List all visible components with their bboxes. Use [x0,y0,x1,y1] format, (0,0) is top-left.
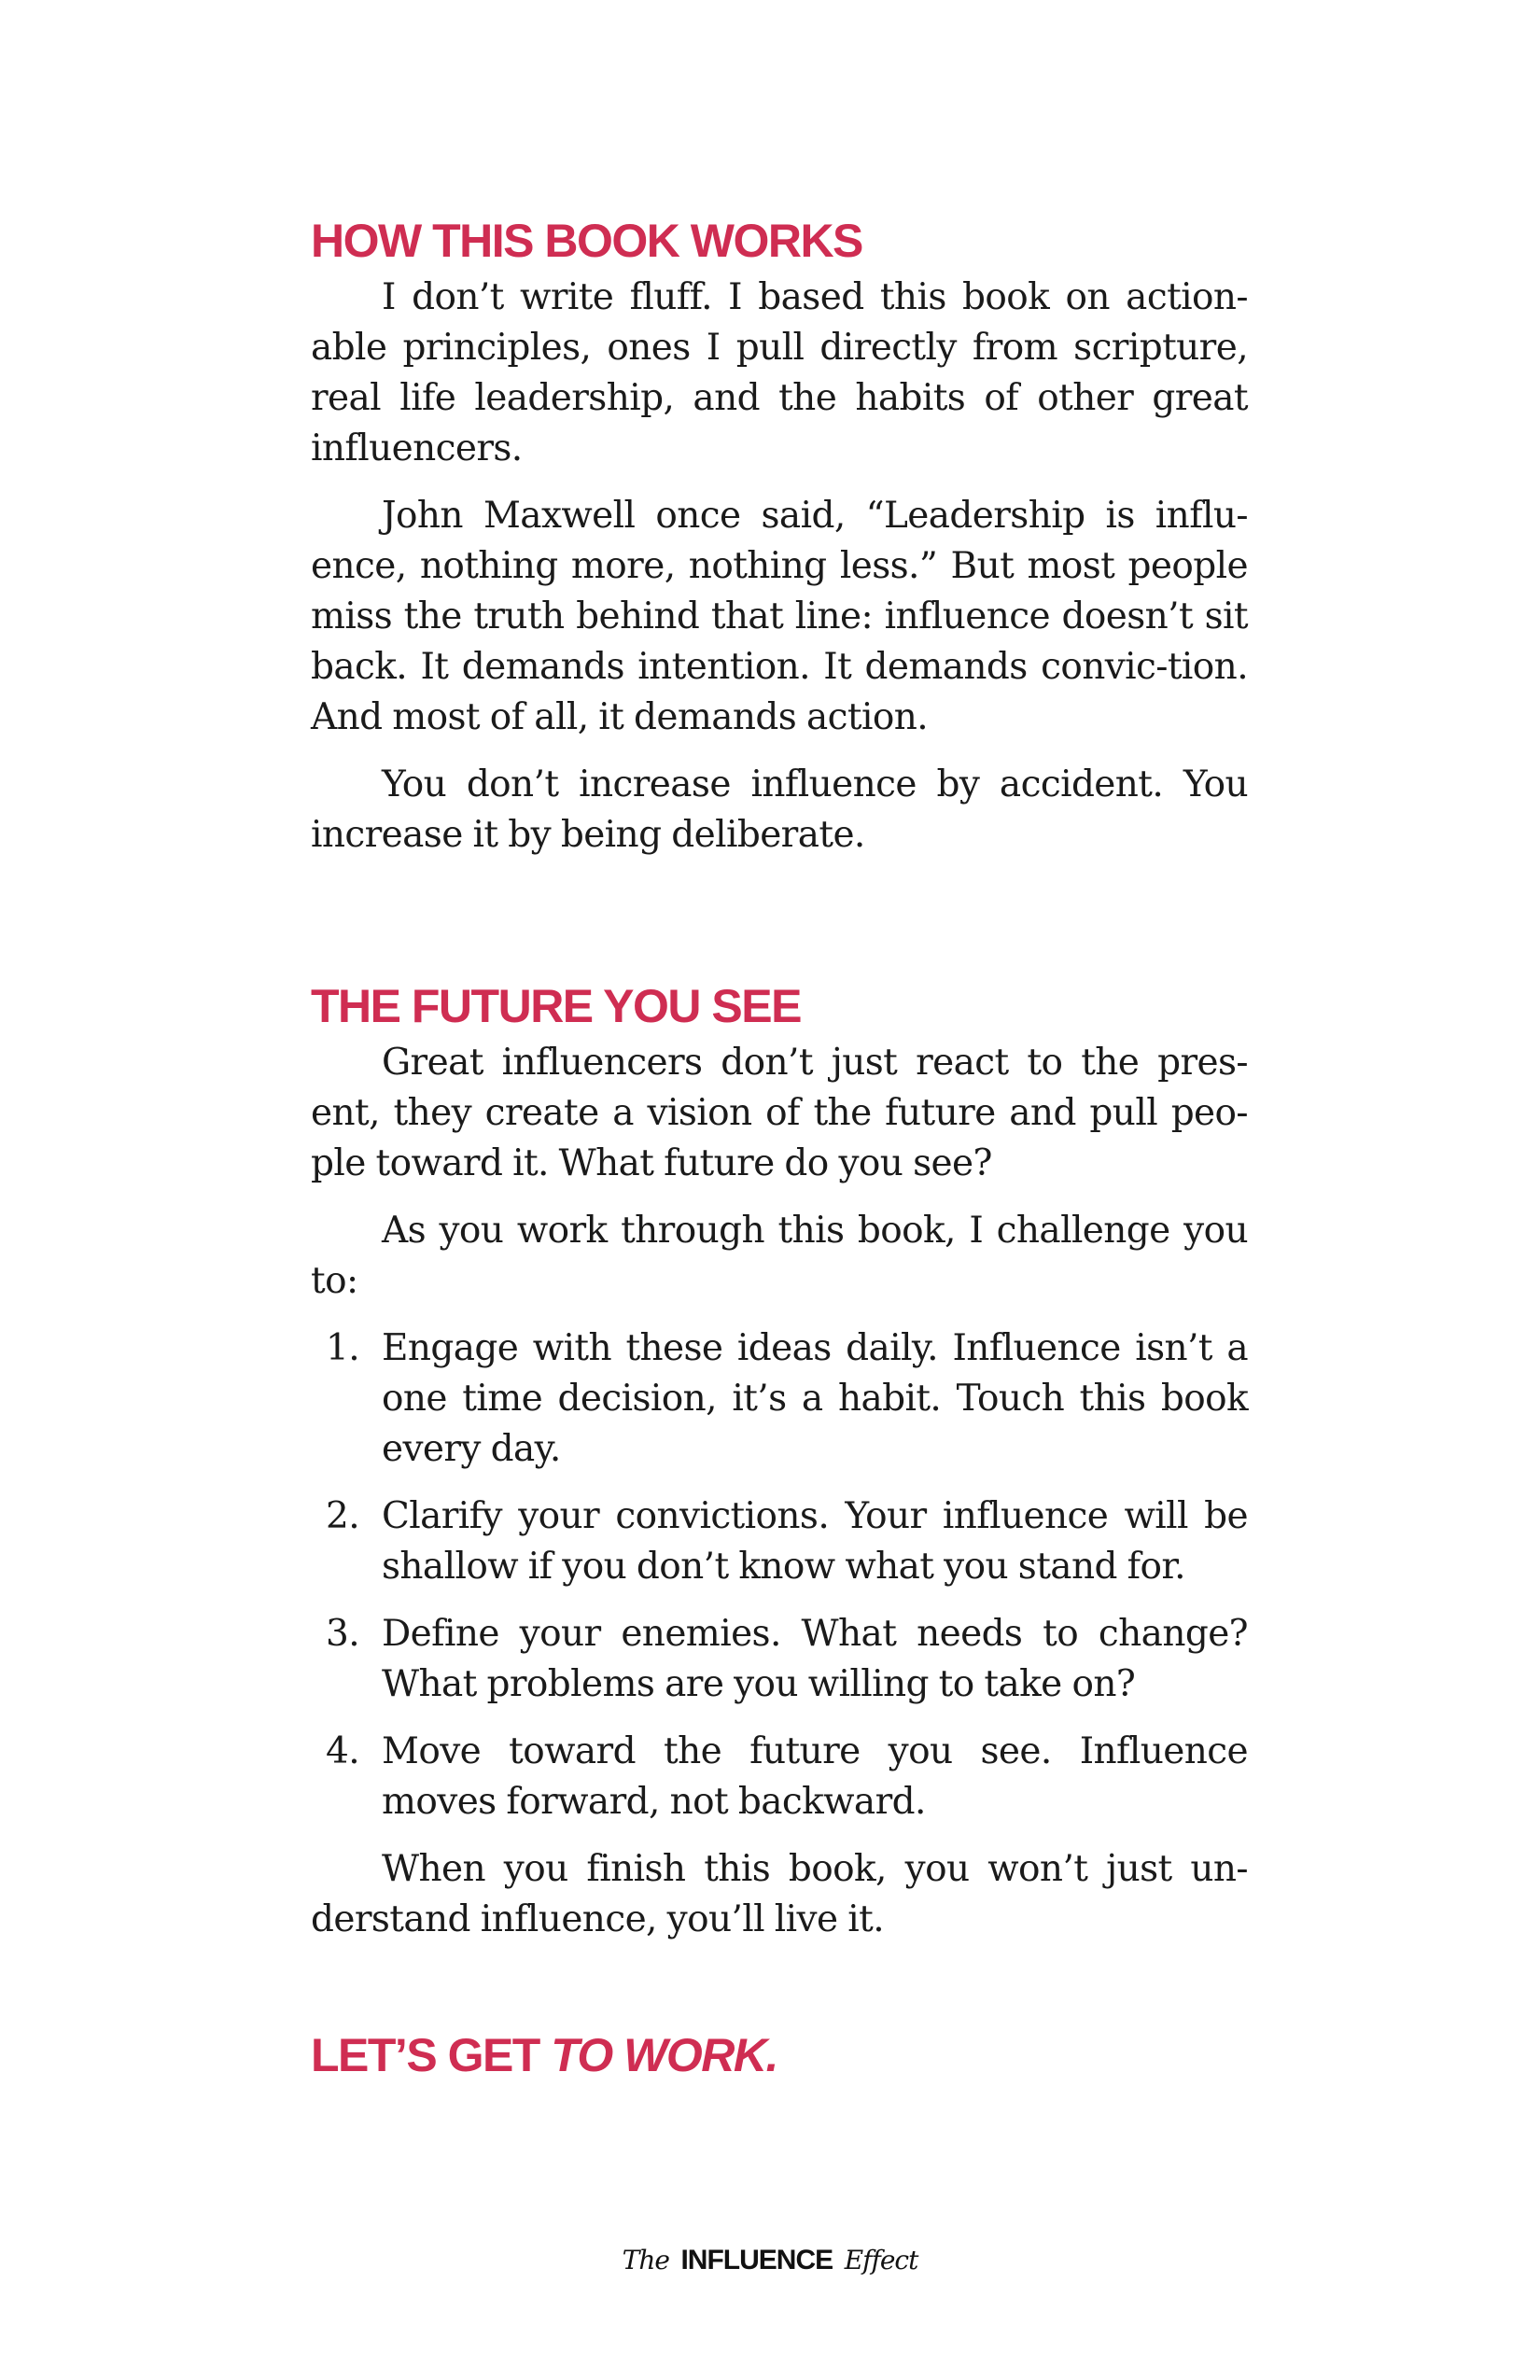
paragraph: As you work through this book, I challenge you to: [311,1210,1248,1302]
heading-plain-part: LET’S GET [311,2029,552,2081]
list-item [311,1323,1248,1475]
list-number: 1. [326,1327,360,1369]
heading-how-this-book-works: HOW THIS BOOK WORKS [311,215,862,267]
challenge-list [311,1323,1248,1827]
paragraph: Great influencers don’t just react to the pres-ent, they create a vision of the future and pull peo-ple toward it. What future do you see? [311,1042,1248,1184]
list-text: Define your enemies. What needs to change? What problems are you willing to take on? [382,1613,1248,1705]
list-text: Engage with these ideas daily. Influence isn’t a one time decision, it’s a habit. Touch this book every day. [382,1327,1248,1470]
list-text: Move toward the future you see. Influence moves forward, not backward. [382,1730,1248,1823]
paragraph: John Maxwell once said, “Leadership is influ-ence, nothing more, nothing less.” But most people miss the truth behind that line: influence doesn’t sit back. It demands intention. It demands convic-tion. And most of all, it demands action. [311,495,1248,738]
heading-the-future-you-see: THE FUTURE YOU SEE [311,980,801,1032]
section-spacer [311,877,1248,978]
list-number: 4. [326,1730,360,1772]
heading-italic-part: TO WORK. [551,2029,777,2081]
list-item [311,1609,1248,1710]
paragraph: You don’t increase influence by accident. You increase it by being deliberate. [311,763,1248,856]
page-content [311,213,1248,2087]
footer-effect: Effect [844,2245,918,2275]
footer-title: INFLUENCE [680,2245,833,2275]
paragraph: I don’t write fluff. I based this book on action-able principles, ones I pull directly from scripture, real life leadership, and the habits of other great influencers. [311,276,1248,469]
section-spacer [311,1962,1248,2027]
page-footer [0,2242,1540,2279]
list-item [311,1491,1248,1592]
paragraph-closing: When you finish this book, you won’t just un-derstand influence, you’ll live it. [311,1848,1248,1940]
list-text: Clarify your convictions. Your influence will be shallow if you don’t know what you stand for. [382,1495,1248,1588]
list-number: 3. [326,1613,360,1655]
footer-the: The [622,2245,669,2275]
list-number: 2. [326,1495,360,1537]
list-item [311,1727,1248,1827]
heading-lets-get-to-work [311,2027,1248,2083]
